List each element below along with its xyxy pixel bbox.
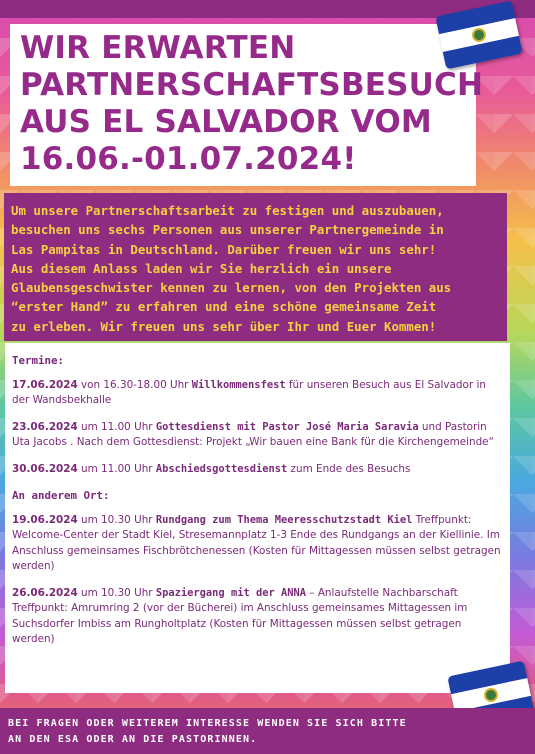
entry-time: um 11.00 Uhr: [77, 462, 156, 475]
entry-date: 26.06.2024: [12, 586, 78, 599]
entry-event: Willkommensfest: [191, 378, 286, 391]
title-line: WIR ERWARTEN: [20, 30, 296, 66]
entry-details: und Pastorin Uta Jacobs . Nach dem Gottesdienst: Projekt „Wir bauen eine Bank für die Kirchengemeinde“: [12, 420, 494, 448]
entry-time: um 11.00 Uhr: [77, 420, 156, 433]
entry-event: Abschiedsgottesdienst: [155, 462, 288, 475]
elsewhere-entry: [12, 586, 503, 648]
schedule-entry: [12, 420, 503, 451]
footer: [0, 708, 535, 754]
intro-line: Las Pampitas in Deutschland. Darüber freuen wir uns sehr!: [11, 241, 437, 257]
intro-line: zu erleben. Wir freuen uns sehr über Ihr und Euer Kommen!: [11, 318, 437, 334]
entry-time: um 10.30 Uhr: [77, 586, 156, 599]
intro-box: [4, 193, 507, 341]
page-title: [20, 30, 484, 178]
entry-event: Gottesdienst mit Pastor José Maria Saravia: [155, 420, 419, 433]
entry-event: Spaziergang mit der ANNA: [155, 586, 307, 599]
schedule-heading: Termine:: [12, 354, 65, 367]
intro-line: Aus diesem Anlass laden wir Sie herzlich ein unsere: [11, 260, 392, 276]
entry-date: 30.06.2024: [12, 462, 78, 475]
entry-time: von 16.30-18.00 Uhr: [77, 378, 192, 391]
schedule-box: [5, 343, 510, 693]
schedule-entry: [12, 462, 503, 478]
entry-date: 17.06.2024: [12, 378, 78, 391]
entry-details: für unseren Besuch aus El Salvador in der Wandsbekhalle: [12, 378, 486, 406]
entry-date: 19.06.2024: [12, 513, 78, 526]
intro-line: Glaubensgeschwister kennen zu lernen, von den Projekten aus: [11, 280, 452, 296]
entry-details: – Anlaufstelle Nachbarschaft Treffpunkt: Amrumring 2 (vor der Bücherei) im Anschluss gemeinsames Mittagessen im Suchsdorfer Imbiss am Rungholtplatz (Kosten für Mittagessen müssen selbst getragen werden): [12, 586, 468, 645]
footer-text: [8, 716, 527, 748]
title-line: PARTNERSCHAFTSBESUCH: [20, 67, 484, 103]
entry-details: Treffpunkt: Welcome-Center der Stadt Kiel, Stresemannplatz 1-3 Ende des Rundgangs an der Kiellinie. Im Anschluss gemeinsames Fischbrötchenessen (Kosten für Mittagessen müssen selbst getragen werden): [12, 513, 501, 572]
title-line: AUS EL SALVADOR VOM: [20, 104, 432, 140]
entry-date: 23.06.2024: [12, 420, 78, 433]
title-line: 16.06.-01.07.2024!: [20, 141, 357, 177]
intro-line: Um unsere Partnerschaftsarbeit zu festigen und auszubauen,: [11, 203, 444, 218]
intro-line: besuchen uns sechs Personen aus unserer Partnergemeinde in: [11, 222, 444, 238]
entry-event: Rundgang zum Thema Meeresschutzstadt Kiel: [155, 513, 413, 526]
elsewhere-heading: An anderem Ort:: [12, 489, 110, 502]
footer-line: BEI FRAGEN ODER WEITEREM INTERESSE WENDEN SIE SICH BITTE: [8, 718, 407, 729]
entry-details: zum Ende des Besuchs: [287, 462, 411, 475]
title-box: [10, 24, 484, 186]
elsewhere-entry: [12, 513, 503, 575]
intro-line: “erster Hand” zu erfahren und eine schöne gemeinsame Zeit: [11, 299, 437, 315]
intro-text: [11, 201, 500, 336]
entry-time: um 10.30 Uhr: [77, 513, 156, 526]
schedule-entry: [12, 378, 503, 409]
footer-line: AN DEN ESA ODER AN DIE PASTORINNEN.: [8, 734, 258, 745]
